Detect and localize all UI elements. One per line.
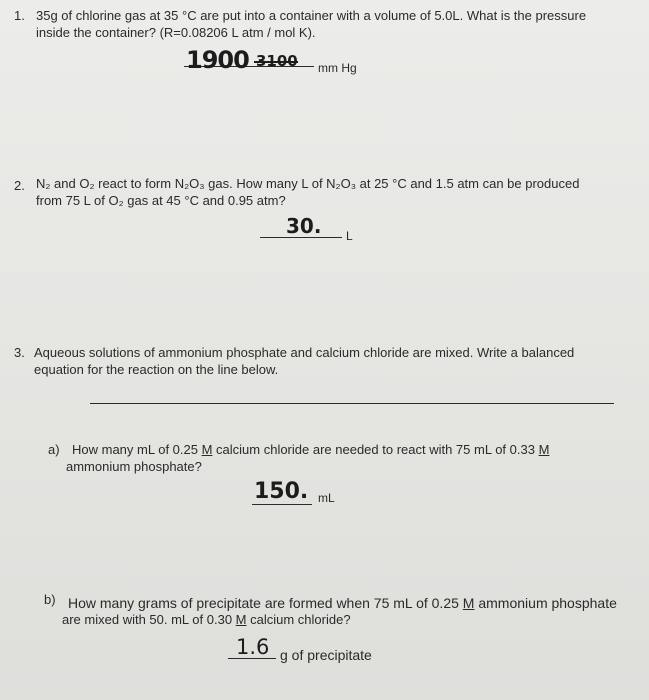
strike-mark [254,61,298,63]
unit-label: g of precipitate [280,647,372,663]
part-text-line2: ammonium phosphate? [66,459,202,474]
part-text-line1: How many grams of precipitate are formed when 75 mL of 0.25 M ammonium phosphate [68,595,617,611]
question-text-line1: N₂ and O₂ react to form N₂O₃ gas. How many L of N₂O₃ at 25 °C and 1.5 atm can be produced [36,176,580,191]
crossed-out-answer: 3100 [256,52,298,70]
handwritten-answer: 150. [254,479,309,504]
unit-label: mL [318,491,335,505]
question-text-line1: Aqueous solutions of ammonium phosphate and calcium chloride are mixed. Write a balanced [34,345,575,360]
unit-label: mm Hg [318,61,357,75]
answer-line [252,504,312,505]
question-number: 3. [14,345,25,360]
part-text-line1: How many mL of 0.25 M calcium chloride are needed to react with 75 mL of 0.33 M [72,442,550,457]
question-text-line2: inside the container? (R=0.08206 L atm / mol K). [36,25,316,40]
question-text-line1: 35g of chlorine gas at 35 °C are put into a container with a volume of 5.0L. What is the pressure [36,8,587,23]
part-label: b) [44,592,56,607]
handwritten-answer: 30. [286,214,322,238]
part-label: a) [48,442,60,457]
unit-label: L [346,229,353,243]
question-number: 2. [14,178,25,193]
question-number: 1. [14,8,25,23]
question-text-line2: equation for the reaction on the line below. [34,362,279,377]
part-text-line2: are mixed with 50. mL of 0.30 M calcium chloride? [62,612,351,627]
equation-answer-line [90,403,614,404]
question-text-line2: from 75 L of O₂ gas at 45 °C and 0.95 atm? [36,193,286,208]
handwritten-answer: 1.6 [236,635,270,659]
handwritten-answer: 1900 [186,46,249,74]
